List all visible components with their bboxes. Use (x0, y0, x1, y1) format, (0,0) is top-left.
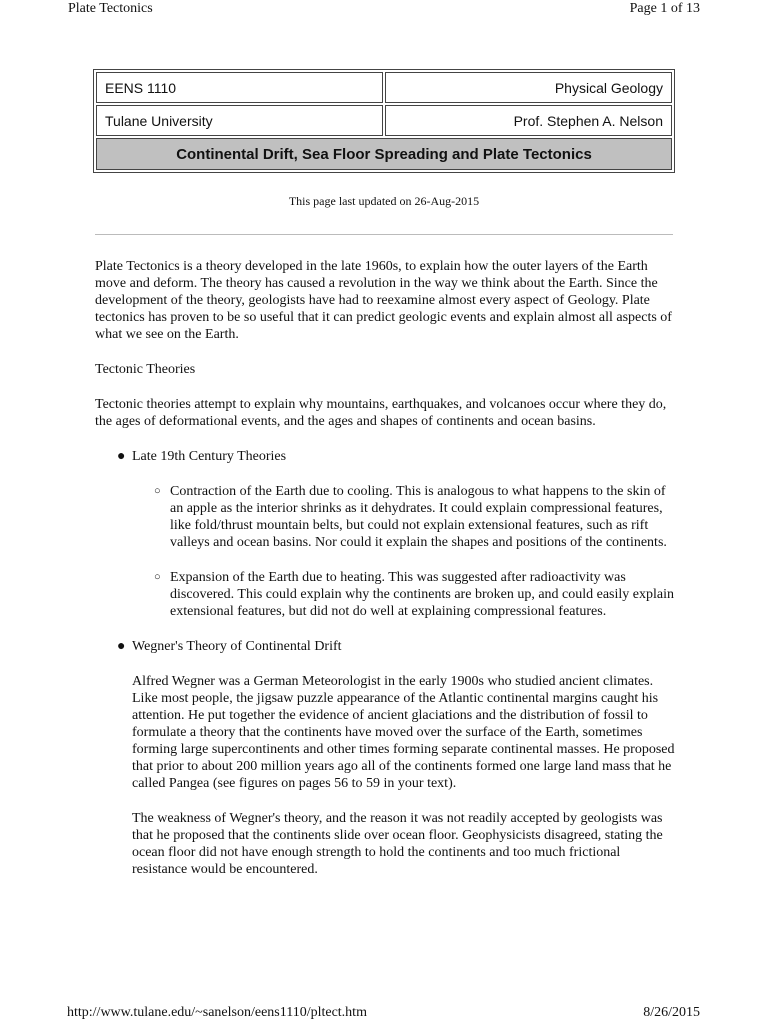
page-title: Continental Drift, Sea Floor Spreading and Plate Tectonics (96, 138, 672, 170)
main-content (95, 258, 675, 896)
bullet-disc-icon: ● (117, 449, 126, 464)
section-paragraph: Tectonic theories attempt to explain why mountains, earthquakes, and volcanoes occur where they do, the ages of deformational events, and the ages and shapes of continents and ocean basins. (95, 397, 667, 429)
sub-list-item-expansion (154, 569, 675, 620)
list-item-label: Late 19th Century Theories (132, 449, 287, 464)
professor-name: Prof. Stephen A. Nelson (385, 105, 672, 136)
bullet-disc-icon: ● (117, 639, 126, 654)
horizontal-divider (95, 234, 673, 235)
print-header (0, 0, 768, 22)
list-item-late-19th-century (117, 448, 675, 620)
university-name: Tulane University (96, 105, 383, 136)
sub-list-item-text: Expansion of the Earth due to heating. This was suggested after radioactivity was discovered. This could explain why the continents are broken up, and could easily explain extensional features, but did not do well at explaining compressional features. (170, 570, 674, 619)
sub-list (132, 483, 675, 620)
list-item-label: Wegner's Theory of Continental Drift (132, 639, 342, 654)
bullet-circle-icon: ○ (154, 485, 161, 497)
wegner-paragraph-1: Alfred Wegner was a German Meteorologist in the early 1900s who studied ancient climates. Like most people, the jigsaw puzzle appearance of the Atlantic continental margins caught his attention. He put together the evidence of ancient glaciations and the distribution of fossil to formulate a theory that the continents have moved over the surface of the Earth, sometimes forming large supercontinents and other times forming separate continental masses. He proposed that prior to about 200 million years ago all of the continents formed one large land mass that he called Pangea (see figures on pages 56 to 59 in your text). (132, 674, 675, 791)
print-header-title: Plate Tectonics (68, 1, 153, 16)
last-updated-note: This page last updated on 26-Aug-2015 (288, 194, 480, 208)
bullet-circle-icon: ○ (154, 571, 161, 583)
wegner-paragraph-2: The weakness of Wegner's theory, and the reason it was not readily accepted by geologists was that he proposed that the continents slide over ocean floor. Geophysicists disagreed, stating the ocean floor did not have enough strength to hold the continents and too much frictional resistance would be encountered. (132, 811, 663, 877)
course-info-table (93, 69, 675, 173)
course-subject: Physical Geology (385, 72, 672, 103)
theories-list (95, 448, 675, 878)
list-item-wegner-theory (117, 638, 675, 878)
section-heading-tectonic-theories: Tectonic Theories (95, 362, 196, 377)
sub-list-item-contraction (154, 483, 675, 551)
sub-list-item-text: Contraction of the Earth due to cooling. This is analogous to what happens to the skin of an apple as the interior shrinks as it dehydrates. It could explain compressional features, like fold/thrust mountain belts, but could not explain extensional features, such as rift valleys and ocean basins. Nor could it explain the shapes and positions of the continents. (170, 484, 667, 550)
course-code: EENS 1110 (96, 72, 383, 103)
print-header-page-number: Page 1 of 13 (629, 1, 700, 16)
print-footer-url: http://www.tulane.edu/~sanelson/eens1110/pltect.htm (67, 1005, 367, 1020)
intro-paragraph: Plate Tectonics is a theory developed in the late 1960s, to explain how the outer layers of the Earth move and deform. The theory has caused a revolution in the way we think about the Earth. Since the development of the theory, geologists have had to reexamine almost every aspect of Geology. Plate tectonics has proven to be so useful that it can predict geologic events and explain almost all aspects of what we see on the Earth. (95, 259, 672, 342)
print-footer-date: 8/26/2015 (643, 1005, 700, 1020)
